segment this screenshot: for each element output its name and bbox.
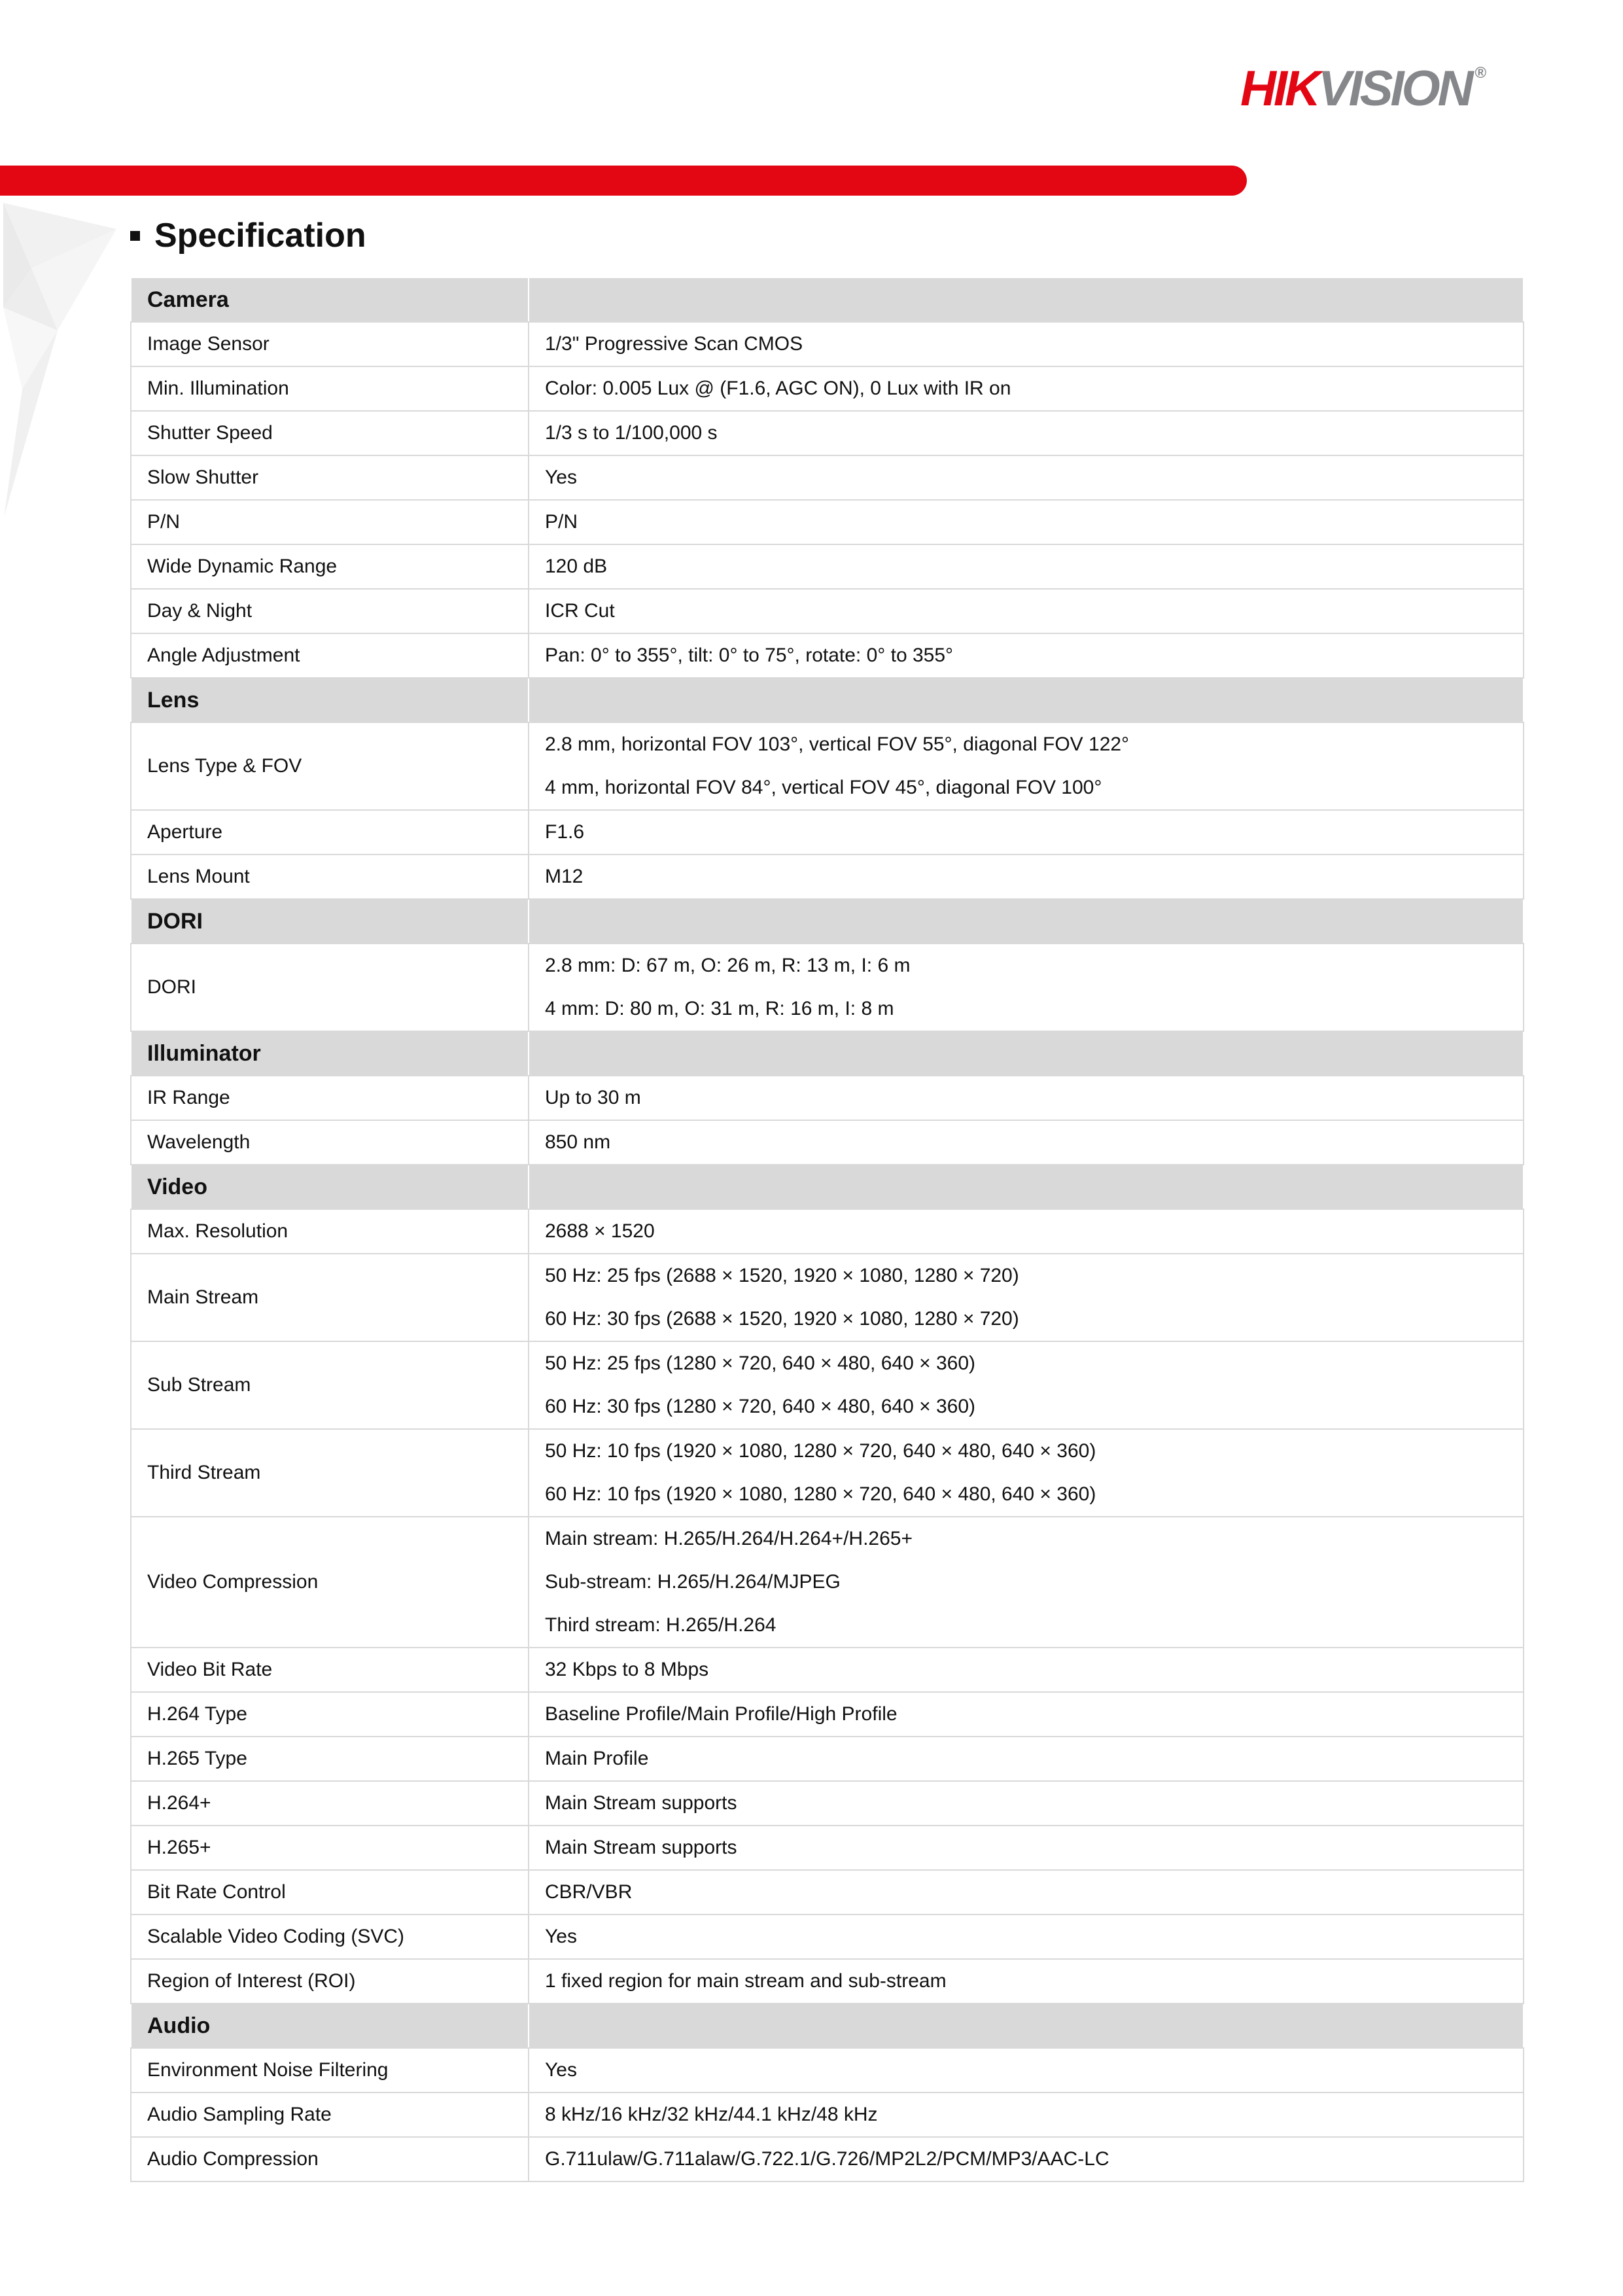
- spec-label: Audio Sampling Rate: [131, 2093, 529, 2137]
- spec-value-line: G.711ulaw/G.711alaw/G.722.1/G.726/MP2L2/PCM/MP3/AAC-LC: [545, 2148, 1109, 2170]
- spec-value: [529, 1341, 1524, 1429]
- spec-label: Min. Illumination: [131, 366, 529, 411]
- spec-value-line: Pan: 0° to 355°, tilt: 0° to 75°, rotate: 0° to 355°: [545, 645, 954, 666]
- spec-label: Wide Dynamic Range: [131, 544, 529, 589]
- spec-value: [529, 544, 1524, 589]
- spec-value-line: 4 mm: D: 80 m, O: 31 m, R: 16 m, I: 8 m: [545, 998, 894, 1019]
- spec-label: H.264+: [131, 1781, 529, 1826]
- spec-label: Day & Night: [131, 589, 529, 633]
- table-row: [131, 1692, 1524, 1737]
- spec-label: Environment Noise Filtering: [131, 2048, 529, 2093]
- spec-value-line: Main Stream supports: [545, 1792, 737, 1814]
- spec-value: [529, 500, 1524, 544]
- spec-value-line: Color: 0.005 Lux @ (F1.6, AGC ON), 0 Lux with IR on: [545, 378, 1011, 399]
- spec-value-line: 8 kHz/16 kHz/32 kHz/44.1 kHz/48 kHz: [545, 2104, 878, 2125]
- spec-value-line: Main stream: H.265/H.264/H.264+/H.265+: [545, 1528, 913, 1549]
- spec-value-line: Main Stream supports: [545, 1837, 737, 1858]
- registered-trademark-icon: ®: [1475, 64, 1487, 82]
- table-row: [131, 455, 1524, 500]
- logo-hik-text: HIK: [1240, 61, 1318, 116]
- spec-value: [529, 944, 1524, 1031]
- spec-value-line: Sub-stream: H.265/H.264/MJPEG: [545, 1571, 841, 1593]
- watermark-star-graphic: [0, 193, 131, 533]
- table-row: [131, 1826, 1524, 1870]
- table-row: [131, 2137, 1524, 2181]
- spec-value: [529, 2137, 1524, 2181]
- table-row: [131, 1120, 1524, 1165]
- table-row: [131, 810, 1524, 855]
- spec-value-line: 50 Hz: 10 fps (1920 × 1080, 1280 × 720, 640 × 480, 640 × 360): [545, 1440, 1096, 1462]
- spec-value: [529, 633, 1524, 678]
- section-header-row: [131, 1165, 1524, 1209]
- spec-value: [529, 1915, 1524, 1959]
- spec-value-line: 60 Hz: 30 fps (1280 × 720, 640 × 480, 640 × 360): [545, 1396, 975, 1417]
- table-row: [131, 944, 1524, 1031]
- table-row: [131, 722, 1524, 810]
- spec-value: [529, 722, 1524, 810]
- spec-value: [529, 1517, 1524, 1648]
- section-header-spacer: [529, 899, 1524, 944]
- table-row: [131, 366, 1524, 411]
- spec-value-line: Baseline Profile/Main Profile/High Profile: [545, 1703, 898, 1725]
- spec-value-line: M12: [545, 866, 584, 887]
- table-row: [131, 2093, 1524, 2137]
- table-row: [131, 1076, 1524, 1120]
- spec-value-line: 1/3" Progressive Scan CMOS: [545, 333, 803, 355]
- spec-value-line: 2.8 mm: D: 67 m, O: 26 m, R: 13 m, I: 6 m: [545, 955, 911, 976]
- table-row: [131, 500, 1524, 544]
- spec-label: Shutter Speed: [131, 411, 529, 455]
- section-title: Video: [131, 1165, 529, 1209]
- spec-value: [529, 589, 1524, 633]
- table-row: [131, 1517, 1524, 1648]
- section-title: Lens: [131, 678, 529, 722]
- spec-value: [529, 322, 1524, 366]
- spec-value: [529, 1429, 1524, 1517]
- spec-label: H.265+: [131, 1826, 529, 1870]
- table-row: [131, 1429, 1524, 1517]
- table-row: [131, 589, 1524, 633]
- spec-label: Lens Type & FOV: [131, 722, 529, 810]
- spec-value-line: 60 Hz: 10 fps (1920 × 1080, 1280 × 720, 640 × 480, 640 × 360): [545, 1483, 1096, 1505]
- spec-label: Scalable Video Coding (SVC): [131, 1915, 529, 1959]
- table-row: [131, 1959, 1524, 2004]
- spec-value-line: 120 dB: [545, 556, 608, 577]
- spec-label: P/N: [131, 500, 529, 544]
- spec-label: Image Sensor: [131, 322, 529, 366]
- spec-value-line: 50 Hz: 25 fps (2688 × 1520, 1920 × 1080, 1280 × 720): [545, 1265, 1019, 1286]
- spec-label: Slow Shutter: [131, 455, 529, 500]
- spec-value-line: Yes: [545, 467, 577, 488]
- table-row: [131, 633, 1524, 678]
- spec-value: [529, 411, 1524, 455]
- spec-value-line: Yes: [545, 2059, 577, 2081]
- spec-label: DORI: [131, 944, 529, 1031]
- spec-value: [529, 1076, 1524, 1120]
- spec-value-line: 60 Hz: 30 fps (2688 × 1520, 1920 × 1080, 1280 × 720): [545, 1308, 1019, 1330]
- table-row: [131, 1209, 1524, 1254]
- section-header-spacer: [529, 1165, 1524, 1209]
- spec-value: [529, 1781, 1524, 1826]
- spec-value: [529, 855, 1524, 899]
- spec-value-line: F1.6: [545, 821, 585, 843]
- spec-value-line: 4 mm, horizontal FOV 84°, vertical FOV 45°, diagonal FOV 100°: [545, 777, 1102, 798]
- specification-table: [130, 277, 1524, 2182]
- spec-value: [529, 1692, 1524, 1737]
- section-header-spacer: [529, 678, 1524, 722]
- spec-value: [529, 366, 1524, 411]
- spec-value-line: 850 nm: [545, 1131, 611, 1153]
- spec-label: H.264 Type: [131, 1692, 529, 1737]
- table-row: [131, 1737, 1524, 1781]
- spec-value-line: 50 Hz: 25 fps (1280 × 720, 640 × 480, 640 × 360): [545, 1352, 975, 1374]
- page-title: Specification: [154, 217, 366, 255]
- spec-value: [529, 1209, 1524, 1254]
- spec-label: Video Compression: [131, 1517, 529, 1648]
- section-header-spacer: [529, 2004, 1524, 2048]
- spec-value-line: 2.8 mm, horizontal FOV 103°, vertical FOV 55°, diagonal FOV 122°: [545, 733, 1130, 755]
- table-row: [131, 1915, 1524, 1959]
- spec-value: [529, 2048, 1524, 2093]
- spec-label: Angle Adjustment: [131, 633, 529, 678]
- spec-value-line: P/N: [545, 511, 578, 533]
- spec-value-line: CBR/VBR: [545, 1881, 633, 1903]
- hikvision-logo: [1240, 61, 1487, 116]
- spec-value-line: 1 fixed region for main stream and sub-stream: [545, 1970, 947, 1992]
- table-row: [131, 544, 1524, 589]
- spec-value-line: Yes: [545, 1926, 577, 1947]
- spec-value: [529, 1120, 1524, 1165]
- section-header-row: [131, 2004, 1524, 2048]
- section-title: DORI: [131, 899, 529, 944]
- logo-vision-text: VISION: [1318, 61, 1471, 116]
- spec-label: Audio Compression: [131, 2137, 529, 2181]
- section-header-row: [131, 678, 1524, 722]
- spec-label: Sub Stream: [131, 1341, 529, 1429]
- spec-label: Lens Mount: [131, 855, 529, 899]
- spec-value: [529, 1737, 1524, 1781]
- spec-label: Aperture: [131, 810, 529, 855]
- spec-label: Region of Interest (ROI): [131, 1959, 529, 2004]
- spec-value-line: Third stream: H.265/H.264: [545, 1614, 777, 1636]
- spec-value-line: Main Profile: [545, 1748, 649, 1769]
- spec-value-line: 2688 × 1520: [545, 1220, 655, 1242]
- spec-label: Video Bit Rate: [131, 1648, 529, 1692]
- spec-value: [529, 810, 1524, 855]
- table-row: [131, 1648, 1524, 1692]
- spec-value: [529, 1826, 1524, 1870]
- red-accent-bar: [0, 166, 1247, 196]
- section-title: Audio: [131, 2004, 529, 2048]
- spec-label: IR Range: [131, 1076, 529, 1120]
- section-header-spacer: [529, 277, 1524, 322]
- table-row: [131, 411, 1524, 455]
- table-row: [131, 1341, 1524, 1429]
- table-row: [131, 1870, 1524, 1915]
- spec-value: [529, 2093, 1524, 2137]
- spec-label: Wavelength: [131, 1120, 529, 1165]
- table-row: [131, 1781, 1524, 1826]
- spec-value: [529, 1254, 1524, 1341]
- spec-value: [529, 1648, 1524, 1692]
- spec-value: [529, 1870, 1524, 1915]
- spec-value-line: Up to 30 m: [545, 1087, 641, 1108]
- bullet-square-icon: [130, 231, 140, 241]
- section-header-spacer: [529, 1031, 1524, 1076]
- spec-label: Third Stream: [131, 1429, 529, 1517]
- spec-value: [529, 455, 1524, 500]
- spec-value-line: 32 Kbps to 8 Mbps: [545, 1659, 709, 1680]
- table-row: [131, 1254, 1524, 1341]
- spec-label: Bit Rate Control: [131, 1870, 529, 1915]
- spec-value-line: 1/3 s to 1/100,000 s: [545, 422, 718, 444]
- spec-value: [529, 1959, 1524, 2004]
- section-title: Illuminator: [131, 1031, 529, 1076]
- section-header-row: [131, 899, 1524, 944]
- title-row: [130, 217, 366, 255]
- section-header-row: [131, 277, 1524, 322]
- spec-label: H.265 Type: [131, 1737, 529, 1781]
- spec-label: Main Stream: [131, 1254, 529, 1341]
- spec-label: Max. Resolution: [131, 1209, 529, 1254]
- table-row: [131, 322, 1524, 366]
- section-title: Camera: [131, 277, 529, 322]
- table-row: [131, 855, 1524, 899]
- spec-value-line: ICR Cut: [545, 600, 615, 622]
- section-header-row: [131, 1031, 1524, 1076]
- table-row: [131, 2048, 1524, 2093]
